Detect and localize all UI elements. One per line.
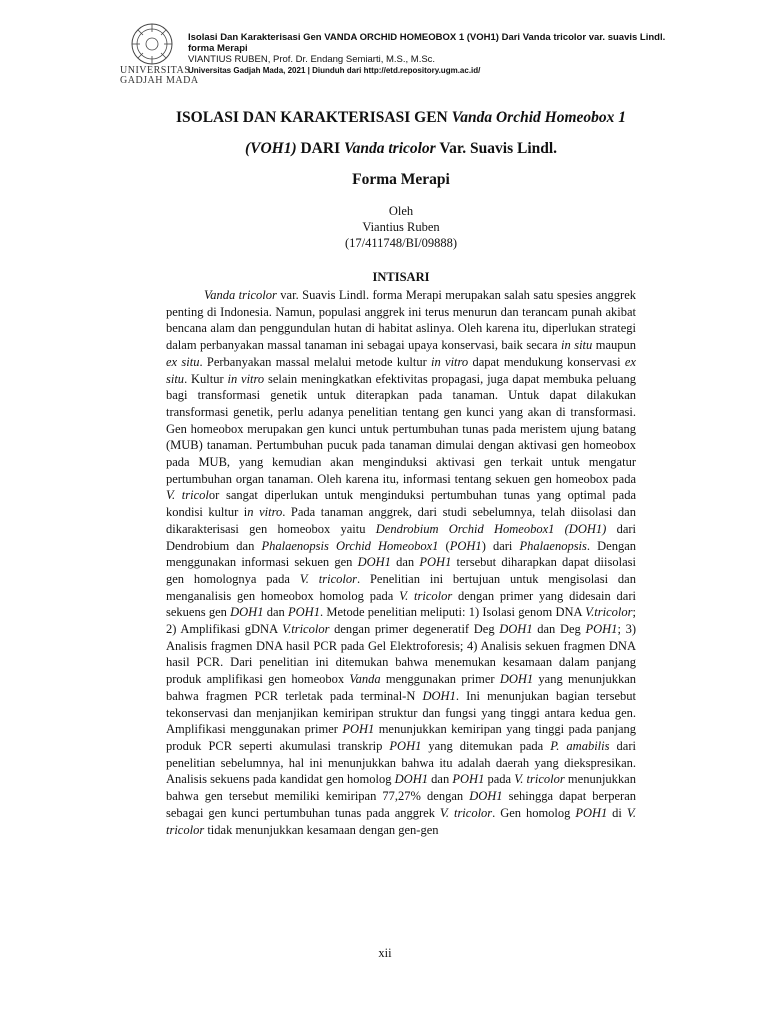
abstract-segment: tidak menunjukkan kesamaan dengan gen-gen [204,822,439,837]
university-logo [120,22,199,92]
abstract-segment: dan [428,772,453,787]
student-id: (17/411748/BI/09888) [344,236,458,250]
abstract-segment: sehingga dapat berperan sebagai gen kunci pertumbuhan tunas pada anggrek [166,789,636,820]
title-part-6: Forma Merapi [352,171,450,188]
page-content [166,102,636,838]
page-number: xii [378,946,392,960]
abstract-segment: DOH1 [469,789,503,804]
abstract-segment: dan [390,555,420,570]
header-source: Universitas Gadjah Mada, 2021 | Diunduh dari http://etd.repository.ugm.ac.id/ [188,66,481,75]
abstract-segment: ; 3) Analisis fragmen DNA hasil PCR pada Gel Elektroforesis; 4) Analisis sekuen fragmen DNA hasil PCR. Dari penelitian ini ditemukan bahwa menemukan kesamaan dalam panjang produk amplifikasi gen homeobox [166,622,636,687]
abstract-segment: di [607,805,627,820]
abstract-segment: POH1 [419,555,452,570]
title-part-2: Vanda Orchid Homeobox 1 (VOH1) [244,109,626,157]
abstract-segment: . Gen homolog [492,805,576,820]
abstract-segment: Vanda [349,672,381,687]
abstract-segment: DOH1 [499,622,533,637]
abstract-segment: dan [263,605,289,620]
abstract-segment: or sangat diperlukan untuk menginduksi pertumbuhan tunas yang optimal pada kondisi kultur i [166,488,637,520]
abstract-segment: var. Suavis Lindl. forma Merapi merupakan salah satu spesies anggrek penting di Indonesia. Namun, populasi anggrek ini terus menurun dan terancam punah akibat bencana alam dan penggundulan hutan di habitat aslinya. Oleh karena itu, diperlukan strategi dalam perbanyakan massal tanaman ini sebagai upaya konservasi, baik secara [166,288,636,353]
abstract-segment: Vanda tricolor [204,288,277,302]
abstract-segment: POH1 [575,805,608,820]
abstract-segment: V. tricolor [299,571,357,586]
abstract-segment: . Dengan menggunakan informasi sekuen gen [166,538,637,570]
abstract-segment: V. tricolor [439,805,493,820]
abstract-segment: . Penelitian ini bertujuan untuk mengisolasi dan menganalisis gen homeobox homolog pada [166,571,636,603]
header-text [188,32,708,76]
abstract-segment: ex situ [166,354,636,386]
abstract-segment: in vitro [227,371,265,386]
abstract-segment: POH1 [389,738,422,753]
abstract-segment: Phalaenopsis [519,538,587,553]
abstract-segment: . Metode penelitian meliputi: 1) Isolasi genom DNA [319,605,586,620]
abstract-segment: selain meningkatkan efektivitas propagasi, juga dapat membuka peluang bagi transformasi genetik untuk diterapkan pada tanaman. Untuk dapat dilakukan transformasi genetik, perlu adanya penelitian tentang gen kunci yang akan di transformasi. Gen homeobox merupakan gen kunci untuk pertumbuhan tunas pada meristem ujung batang (MUB) tanaman. Pertumbuhan pucuk pada tanaman dimulai dengan aktivasi gen homeobox pada MUB, yang kemudian akan menginduksi aktivasi gen terkait untuk mengatur pertumbuhan organ tanaman. Oleh karena itu, informasi tentang sekuen gen homeobox pada [166,371,636,486]
abstract-segment: in vitro [431,354,469,369]
abstract-segment: ex situ [166,354,200,369]
abstract-segment: V. tricolor [514,772,565,787]
abstract-segment: POH1 [449,538,482,553]
abstract-segment: POH1 [585,622,618,637]
by-label: Oleh [388,204,414,218]
abstract-segment: P. amabilis [550,738,610,753]
abstract-segment: ; 2) Amplifikasi gDNA [166,605,636,637]
abstract-segment: . Pada tanaman anggrek, dari studi sebelumnya, telah diisolasi dan dikarakterisasi gen homeobox yaitu [166,505,636,536]
abstract-segment: V. tricolor [166,805,636,837]
abstract-segment: ( [438,538,450,553]
header-title-line1: Isolasi Dan Karakterisasi Gen VANDA ORCHID HOMEOBOX 1 (VOH1) Dari Vanda tricolor var. suavis Lindl. [188,32,666,43]
header-title-line2: forma Merapi [188,43,248,54]
abstract-segment: dapat mendukung konservasi [468,354,625,369]
title-part-5: Var. Suavis Lindl. [435,140,558,157]
abstract-segment: . Perbanyakan massal melalui metode kultur [199,354,432,369]
page-header [120,22,720,94]
abstract-segment: DOH1 [499,672,534,687]
header-authors: VIANTIUS RUBEN, Prof. Dr. Endang Semiarti, M.S., M.Sc. [188,54,436,65]
abstract-segment: menunjukkan kemiripan yang tinggi pada panjang produk PCR seperti akumulasi transkrip [166,722,637,753]
abstract-segment: dari Dendrobium dan [166,521,636,553]
abstract-segment: Phalaenopsis Orchid Homeobox1 [261,538,439,553]
abstract-segment: POH1 [452,772,485,787]
abstract-segment: POH1 [342,722,375,737]
document-title [166,102,636,195]
abstract-segment: n vitro [247,505,283,520]
abstract-segment: DOH1 [422,688,456,703]
title-part-1: ISOLASI DAN KARAKTERISASI GEN [175,109,452,126]
logo-text-line1: UNIVERSITAS [120,65,191,76]
abstract-segment: . Kultur [184,371,228,386]
abstract-segment: dari penelitian sebelumnya, hal ini menunjukkan bahwa itu adalah daerah yang diekspresikan. Analisis sekuens pada kandidat gen homolog [166,738,636,787]
abstract-segment: ) dari [481,538,520,553]
author-block [166,203,636,251]
abstract-segment: Dendrobium Orchid Homeobox1 (DOH1) [375,521,607,536]
abstract-segment: dan Deg [532,622,586,637]
abstract-segment: menunjukkan bahwa gen tersebut memiliki kemiripan 77,27% dengan [166,772,636,804]
abstract-segment: DOH1 [394,772,428,787]
abstract-segment: dengan primer degeneratif Deg [329,622,500,637]
abstract-segment: V. tricolor [399,588,453,603]
abstract-paragraph [166,287,636,838]
abstract-segment: DOH1 [230,605,264,620]
abstract-segment: menggunakan primer [380,672,500,687]
logo-text-line2: GADJAH MADA [120,75,199,86]
abstract-segment: V. tricol [166,488,209,503]
abstract-segment: V.tricolor [282,622,330,637]
title-part-4: Vanda tricolor [343,140,436,157]
abstract-segment: tersebut diharapkan dapat diisolasi gen homolognya pada [166,555,636,586]
abstract-segment: V.tricolor [585,605,633,620]
title-part-3: DARI [296,140,344,157]
abstract-segment: yang menunjukkan bahwa fragmen PCR terletak pada terminal-N [166,672,636,703]
abstract-segment: . Ini menunjukan bagian tersebut tekonservasi dan menjanjikan kemiripan struktur dan fungsi yang tinggi antara kedua gen. Amplifikasi menggunakan primer [166,688,636,737]
abstract-segment: DOH1 [357,555,391,570]
author-name: Viantius Ruben [362,220,440,234]
abstract-segment: dengan primer yang didesain dari sekuens gen [166,588,636,620]
ugm-seal-icon [130,22,174,66]
abstract-segment: in situ [561,338,593,353]
abstract-segment: maupun [592,338,636,353]
abstract-segment: yang ditemukan pada [421,738,551,753]
abstract-segment: POH1 [288,605,320,620]
abstract-segment: pada [484,772,515,787]
section-title: INTISARI [372,270,430,284]
